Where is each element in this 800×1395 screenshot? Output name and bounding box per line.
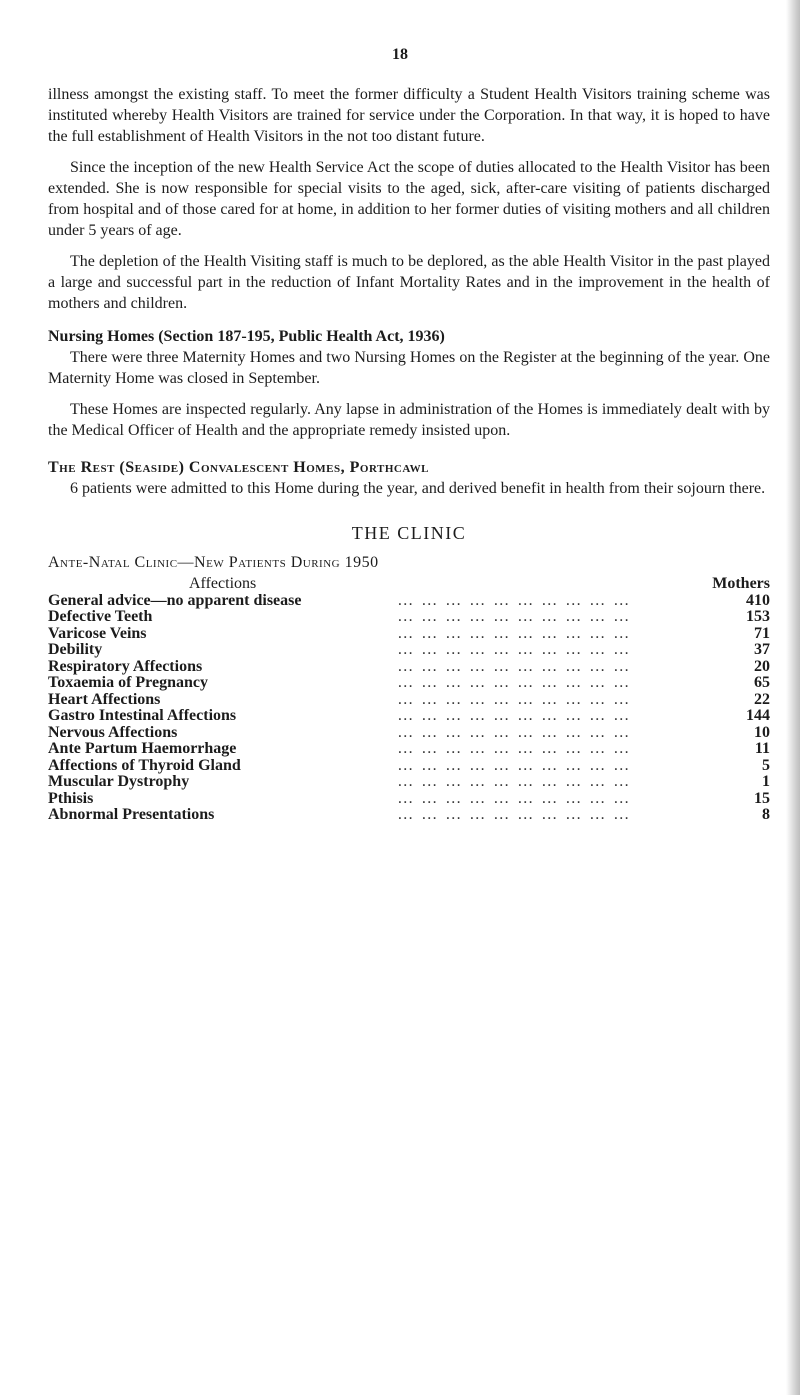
- mothers-count: 22: [754, 690, 770, 708]
- paragraph-nursing-homes-inspection: These Homes are inspected regularly. Any lapse in administration of the Homes is immediately dealt with by the Medical Officer of Health and the appropriate remedy insisted upon.: [48, 401, 770, 439]
- table-row: [48, 659, 770, 676]
- mothers-count: 65: [754, 674, 770, 691]
- affection-label: Toxaemia of Pregnancy: [48, 674, 208, 691]
- table-row: [48, 741, 770, 758]
- table-row: [48, 758, 770, 775]
- affection-label: Ante Partum Haemorrhage: [48, 740, 237, 757]
- affection-label: Gastro Intestinal Affections: [48, 707, 237, 724]
- paragraph-rest-homes: 6 patients were admitted to this Home during the year, and derived benefit in health from their sojourn there.: [70, 480, 766, 497]
- dot-leader: … … … … … … … … … …: [397, 774, 632, 790]
- mothers-count: 15: [754, 789, 770, 807]
- affection-label: Debility: [48, 641, 103, 658]
- mothers-count: 71: [754, 624, 770, 642]
- dot-leader: … … … … … … … … … …: [397, 807, 632, 823]
- col-affections-header: Affections: [189, 575, 257, 592]
- mothers-count: 8: [762, 806, 770, 823]
- ante-natal-table: [48, 576, 770, 824]
- page-edge-shadow: [786, 0, 800, 1395]
- table-row: [48, 593, 770, 610]
- nursing-homes-heading: Nursing Homes (Section 187-195, Public Health Act, 1936): [48, 328, 445, 345]
- table-row: [48, 692, 770, 709]
- page-body: [48, 84, 770, 824]
- mothers-count: 410: [746, 591, 770, 609]
- mothers-count: 20: [754, 657, 770, 675]
- dot-leader: … … … … … … … … … …: [397, 741, 632, 757]
- table-row: [48, 708, 770, 725]
- rest-homes-heading: The Rest (Seaside) Convalescent Homes, Porthcawl: [48, 459, 429, 476]
- dot-leader: … … … … … … … … … …: [397, 708, 632, 724]
- mothers-count: 37: [754, 641, 770, 658]
- table-row: [48, 609, 770, 626]
- col-mothers-header: Mothers: [712, 575, 770, 592]
- dot-leader: … … … … … … … … … …: [397, 757, 632, 774]
- mothers-count: 10: [754, 723, 770, 741]
- mothers-count: 153: [746, 608, 770, 625]
- table-row: [48, 774, 770, 791]
- page-number: 18: [392, 46, 408, 63]
- affection-label: Abnormal Presentations: [48, 806, 215, 823]
- table-row: [48, 807, 770, 824]
- clinic-table-title: Ante-Natal Clinic—New Patients During 1950: [48, 554, 379, 571]
- paragraph-staff-training: illness amongst the existing staff. To meet the former difficulty a Student Health Visitors training scheme was instituted whereby Health Visitors are trained for service under the Corporation. In that way, it is hoped to have the full establishment of Health Visitors in the not too distant future.: [48, 86, 770, 145]
- dot-leader: … … … … … … … … … …: [397, 790, 632, 807]
- dot-leader: … … … … … … … … … …: [397, 609, 632, 625]
- affection-label: Heart Affections: [48, 690, 161, 708]
- dot-leader: … … … … … … … … … …: [397, 691, 632, 708]
- table-row: [48, 725, 770, 742]
- dot-leader: … … … … … … … … … …: [397, 658, 632, 675]
- table-row: [48, 626, 770, 643]
- dot-leader: … … … … … … … … … …: [397, 642, 632, 658]
- dot-leader: … … … … … … … … … …: [397, 675, 632, 691]
- table-row: [48, 675, 770, 692]
- mothers-count: 11: [754, 740, 770, 757]
- table-body: [48, 593, 770, 824]
- affection-label: Nervous Affections: [48, 723, 178, 741]
- clinic-title: THE CLINIC: [351, 523, 467, 543]
- affection-label: Varicose Veins: [48, 624, 147, 642]
- paragraph-scope-of-duties: Since the inception of the new Health Service Act the scope of duties allocated to the Health Visitor has been extended. She is now responsible for special visits to the aged, sick, after-care visiting of patients discharged from hospital and of those cared for at home, in addition to her former duties of visiting mothers and all children under 5 years of age.: [48, 159, 770, 239]
- table-row: [48, 791, 770, 808]
- affection-label: Affections of Thyroid Gland: [48, 756, 241, 774]
- affection-label: Respiratory Affections: [48, 657, 203, 675]
- mothers-count: 1: [762, 773, 770, 790]
- mothers-count: 144: [746, 707, 770, 724]
- dot-leader: … … … … … … … … … …: [397, 724, 632, 741]
- dot-leader: … … … … … … … … … …: [397, 625, 632, 642]
- affection-label: Pthisis: [48, 789, 94, 807]
- table-row: [48, 642, 770, 659]
- paragraph-depletion: The depletion of the Health Visiting staff is much to be deplored, as the able Health Visitor in the past played a large and successful part in the reduction of Infant Mortality Rates and in the improvement in the health of mothers and children.: [48, 253, 770, 312]
- affection-label: Muscular Dystrophy: [48, 773, 190, 790]
- paragraph-nursing-homes-register: There were three Maternity Homes and two Nursing Homes on the Register at the beginning of the year. One Maternity Home was closed in September.: [48, 349, 770, 387]
- table-header-row: [48, 576, 770, 593]
- mothers-count: 5: [762, 756, 770, 774]
- dot-leader: … … … … … … … … … …: [397, 592, 632, 609]
- affection-label: Defective Teeth: [48, 608, 153, 625]
- affection-label: General advice—no apparent disease: [48, 591, 302, 609]
